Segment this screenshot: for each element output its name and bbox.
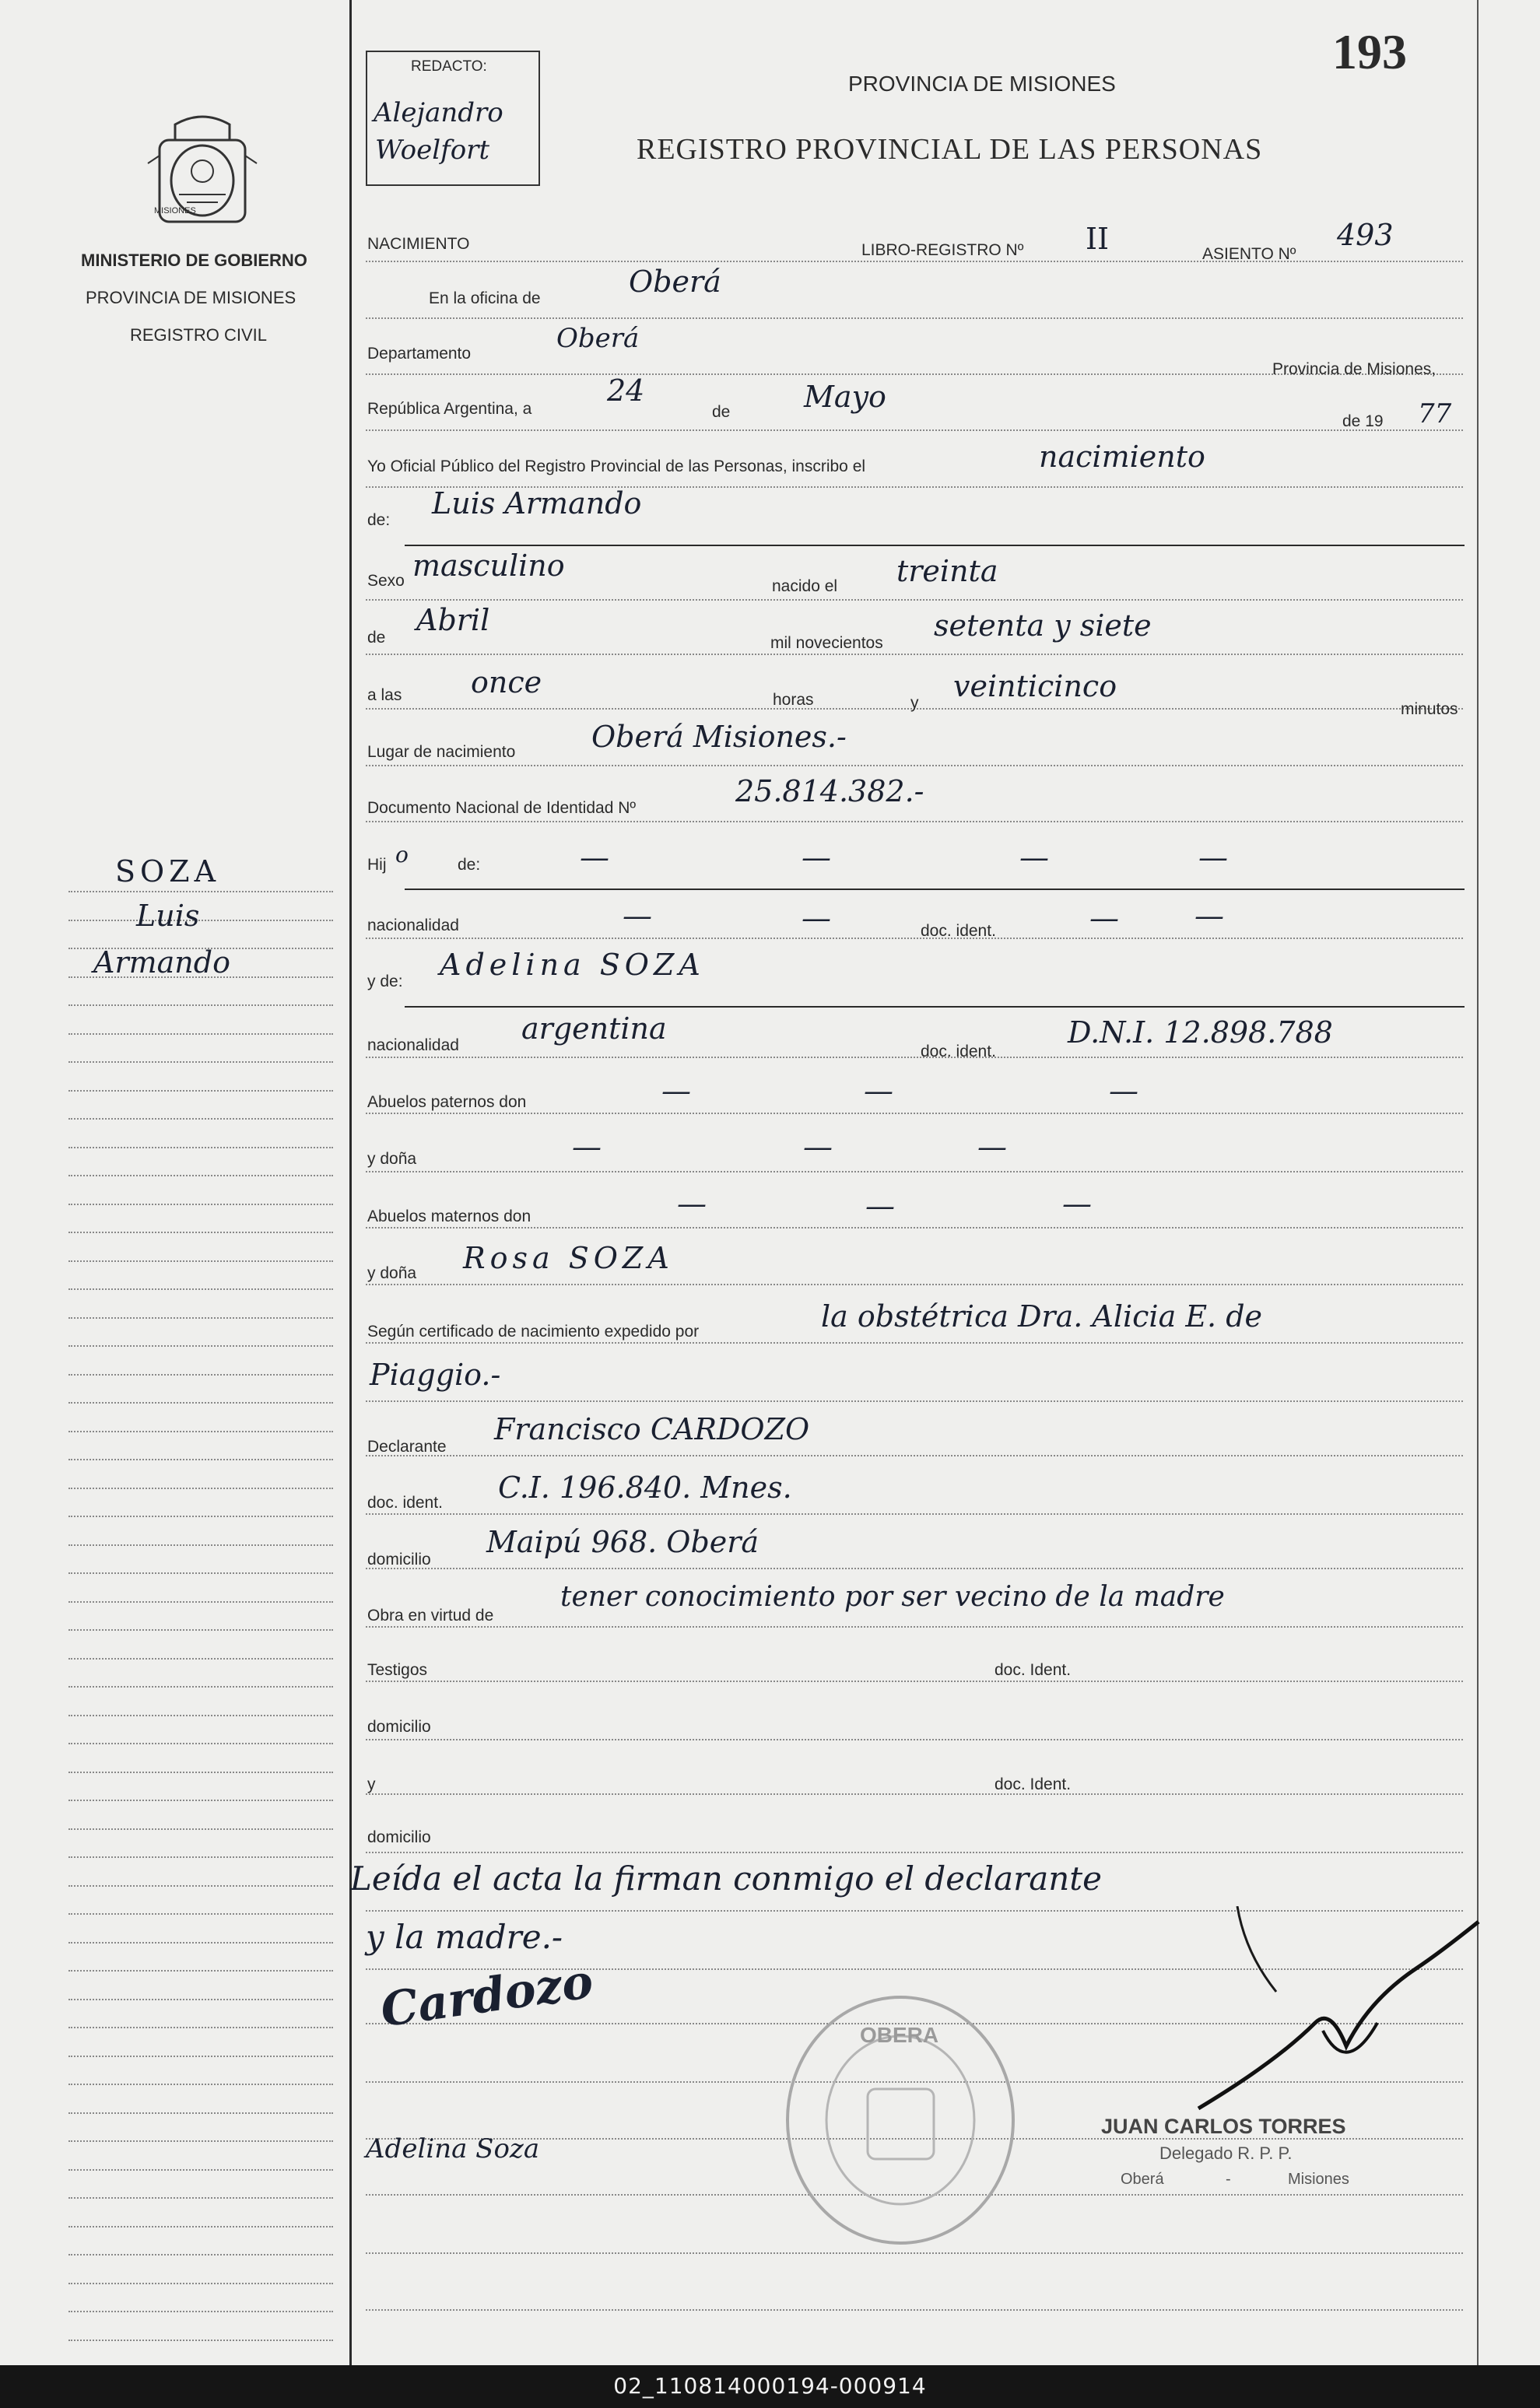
abuela-paterna-label: y doña	[367, 1150, 417, 1168]
ab-mat-dash-2: —	[865, 1189, 895, 1223]
form-dotted-line	[366, 1513, 1463, 1515]
sidebar-dotted-line	[68, 1772, 333, 1773]
ab-pat-dash-2: —	[864, 1074, 893, 1108]
form-dotted-line	[366, 654, 1463, 655]
form-dotted-line	[366, 1227, 1463, 1229]
sidebar-dotted-line	[68, 1999, 333, 2000]
redacto-value-2: Woelfort	[375, 135, 490, 166]
sidebar-dotted-line	[68, 1345, 333, 1347]
form-dotted-line	[366, 261, 1463, 262]
page-number: 193	[1332, 24, 1407, 79]
nacido-label: nacido el	[772, 577, 838, 595]
birth-month-value: Abril	[416, 603, 490, 637]
sidebar-dotted-line	[68, 1232, 333, 1233]
sidebar-dotted-line	[68, 1828, 333, 1830]
form-dotted-line	[366, 1681, 1463, 1682]
margin-surname: SOZA	[115, 854, 221, 889]
month-value: Mayo	[804, 380, 886, 414]
y-de-label: y de:	[367, 973, 403, 990]
hijo-suffix: o	[395, 842, 409, 868]
year-prefix: de 19	[1342, 412, 1384, 430]
sidebar-dotted-line	[68, 1885, 333, 1887]
form-dotted-line	[366, 1626, 1463, 1628]
sidebar-dotted-line	[68, 1004, 333, 1006]
abuela-materna-label: y doña	[367, 1264, 417, 1282]
de-name-label: de:	[367, 511, 391, 529]
sidebar-dotted-line	[68, 2140, 333, 2142]
scan-id: 02_110814000194-000914	[613, 2373, 927, 2399]
declarante-signature: Cardozo	[377, 1954, 597, 2038]
form-dotted-line	[366, 1739, 1463, 1740]
ab-mat-dash-1: —	[677, 1186, 707, 1221]
oficina-value: Oberá	[629, 265, 721, 299]
form-dotted-line	[366, 317, 1463, 319]
sidebar-dotted-line	[68, 1118, 333, 1120]
asiento-value: 493	[1337, 218, 1394, 252]
sexo-label: Sexo	[367, 572, 405, 590]
declarante-value: Francisco CARDOZO	[494, 1412, 810, 1446]
ab-mat-dash-3: —	[1062, 1186, 1092, 1221]
sidebar-dotted-line	[68, 2254, 333, 2256]
acto-value: nacimiento	[1039, 440, 1205, 474]
sidebar-dotted-line	[68, 2027, 333, 2028]
y-label: y	[910, 694, 919, 712]
padre-doc-dash-1: —	[1089, 901, 1119, 935]
alas-label: a las	[367, 686, 402, 704]
form-dotted-line	[366, 1113, 1463, 1114]
testigos-doc-label: doc. Ident.	[995, 1661, 1072, 1679]
form-dotted-line	[366, 1793, 1463, 1795]
yo-oficial-text: Yo Oficial Público del Registro Provincial de las Personas, inscribo el	[367, 457, 866, 475]
hijo-dash-1: —	[580, 840, 609, 875]
sidebar-dotted-line	[68, 1658, 333, 1660]
sidebar-dotted-line	[68, 1402, 333, 1404]
form-dotted-line	[366, 1400, 1463, 1402]
abuelos-maternos-label: Abuelos maternos don	[367, 1208, 531, 1225]
madre-signature: Adelina Soza	[366, 2133, 540, 2164]
stamp-place-sep: -	[1226, 2171, 1231, 2188]
crest-caption: MISIONES	[154, 206, 196, 216]
form-dotted-line	[366, 2252, 1463, 2254]
dni-label: Documento Nacional de Identidad Nº	[367, 799, 637, 817]
form-solid-rule	[405, 1006, 1465, 1008]
sidebar-dotted-line	[68, 1856, 333, 1858]
sidebar-dotted-line	[68, 891, 333, 892]
sidebar-dotted-line	[68, 2112, 333, 2114]
form-dotted-line	[366, 1852, 1463, 1853]
sidebar-dotted-line	[68, 2056, 333, 2057]
decl-doc-value: C.I. 196.840. Mnes.	[498, 1470, 792, 1505]
madre-nacionalidad-value: argentina	[521, 1011, 667, 1046]
stamp-name: JUAN CARLOS TORRES	[1101, 2115, 1346, 2138]
sidebar-dotted-line	[68, 1090, 333, 1092]
sidebar-dotted-line	[68, 1033, 333, 1035]
redacto-label: REDACTO:	[411, 58, 487, 75]
hijo-dash-3: —	[1019, 840, 1049, 875]
sidebar-dotted-line	[68, 1686, 333, 1688]
margin-name-1: Luis	[136, 899, 200, 933]
sidebar-dotted-line	[68, 1942, 333, 1944]
sidebar-dotted-line	[68, 1175, 333, 1176]
asiento-label: ASIENTO Nº	[1202, 245, 1296, 263]
margin-divider	[349, 0, 352, 2365]
stamp-role: Delegado R. P. P.	[1159, 2143, 1293, 2163]
day-value: 24	[607, 373, 645, 408]
form-dotted-line	[366, 1171, 1463, 1172]
sidebar-registry: REGISTRO CIVIL	[130, 325, 268, 345]
header-province: PROVINCIA DE MISIONES	[848, 72, 1116, 96]
seal-center-text: OBERA	[860, 2023, 939, 2047]
sidebar-dotted-line	[68, 1260, 333, 1262]
sidebar-dotted-line	[68, 1715, 333, 1716]
sidebar-dotted-line	[68, 1572, 333, 1574]
form-dotted-line	[366, 1568, 1463, 1569]
form-dotted-line	[366, 1284, 1463, 1285]
ab-pat-dona-dash-1: —	[572, 1130, 602, 1164]
minutos-label: minutos	[1401, 700, 1458, 718]
year-value: 77	[1418, 398, 1452, 429]
padre-nacionalidad-label: nacionalidad	[367, 917, 459, 934]
ab-pat-dash-3: —	[1109, 1074, 1138, 1108]
form-dotted-line	[366, 821, 1463, 822]
scan-footer	[0, 2365, 1540, 2408]
libro-label: LIBRO-REGISTRO Nº	[861, 241, 1024, 259]
hijo-dash-2: —	[802, 840, 831, 875]
sidebar-dotted-line	[68, 920, 333, 921]
departamento-label: Departamento	[367, 345, 472, 363]
redacto-value-1: Alejandro	[374, 97, 503, 128]
lugar-label: Lugar de nacimiento	[367, 743, 516, 761]
margin-name-2: Armando	[93, 945, 230, 980]
sidebar-dotted-line	[68, 2084, 333, 2085]
sidebar-dotted-line	[68, 1629, 333, 1631]
birth-year-value: setenta y siete	[934, 608, 1152, 643]
sidebar-dotted-line	[68, 1204, 333, 1205]
sidebar-dotted-line	[68, 1317, 333, 1319]
closing-line-1: Leída el acta la firman conmigo el declarante	[350, 1859, 1103, 1898]
obra-label: Obra en virtud de	[367, 1607, 494, 1625]
sidebar-dotted-line	[68, 1516, 333, 1517]
padre-nac-dash-2: —	[802, 901, 831, 935]
domicilio-label: domicilio	[367, 1551, 431, 1569]
testigos-label: Testigos	[367, 1661, 428, 1679]
segun-value-2: Piaggio.-	[370, 1358, 501, 1392]
stamp-place-2: Misiones	[1288, 2171, 1349, 2188]
sidebar-province: PROVINCIA DE MISIONES	[86, 288, 296, 307]
sidebar-dotted-line	[68, 1601, 333, 1603]
sidebar-dotted-line	[68, 1544, 333, 1546]
form-dotted-line	[366, 599, 1463, 601]
ab-pat-dona-dash-3: —	[977, 1130, 1007, 1164]
obra-value: tener conocimiento por ser vecino de la madre	[560, 1581, 1225, 1613]
abuela-materna-value: Rosa SOZA	[463, 1241, 674, 1275]
hour-value: once	[471, 665, 542, 699]
sidebar-dotted-line	[68, 2197, 333, 2199]
form-dotted-line	[366, 2309, 1463, 2311]
sidebar-dotted-line	[68, 1147, 333, 1148]
lugar-value: Oberá Misiones.-	[591, 720, 847, 754]
mil-label: mil novecientos	[770, 634, 883, 652]
decl-doc-label: doc. ident.	[367, 1494, 443, 1512]
padre-doc-dash-2: —	[1194, 899, 1224, 933]
hijo-dash-4: —	[1198, 840, 1228, 875]
provincia-suffix: Provincia de Misiones,	[1272, 360, 1437, 378]
de-label: de	[712, 403, 731, 421]
form-dotted-line	[366, 938, 1463, 939]
sidebar-dotted-line	[68, 1800, 333, 1801]
dni-value: 25.814.382.-	[735, 774, 924, 808]
form-solid-rule	[405, 889, 1465, 890]
domicilio-value: Maipú 968. Oberá	[486, 1525, 759, 1559]
redacto-box	[366, 51, 540, 186]
departamento-value: Oberá	[556, 323, 640, 354]
ab-pat-dona-dash-2: —	[803, 1130, 833, 1164]
hijo-label: Hij	[367, 856, 387, 874]
doc3-label: doc. Ident.	[995, 1775, 1072, 1793]
oficina-label: En la oficina de	[429, 289, 541, 307]
ministry-title: MINISTERIO DE GOBIERNO	[81, 251, 307, 270]
padre-doc-label: doc. ident.	[921, 922, 996, 940]
official-signature-icon	[1183, 1906, 1494, 2140]
nacido-value: treinta	[896, 554, 998, 588]
sidebar-dotted-line	[68, 2311, 333, 2312]
ab-pat-dash-1: —	[661, 1074, 691, 1108]
madre-nacionalidad-label: nacionalidad	[367, 1036, 459, 1054]
sidebar-dotted-line	[68, 1431, 333, 1432]
name-value: Luis Armando	[432, 486, 642, 521]
sidebar-dotted-line	[68, 2169, 333, 2171]
sidebar-dotted-line	[68, 1374, 333, 1376]
form-dotted-line	[366, 1455, 1463, 1456]
abuelos-paternos-label: Abuelos paternos don	[367, 1093, 527, 1111]
domicilio2-label: domicilio	[367, 1718, 431, 1736]
form-dotted-line	[366, 429, 1463, 431]
sidebar-dotted-line	[68, 1743, 333, 1744]
sidebar-dotted-line	[68, 1913, 333, 1915]
page-title: REGISTRO PROVINCIAL DE LAS PERSONAS	[637, 133, 1263, 166]
padre-nac-dash-1: —	[623, 899, 652, 933]
sexo-value: masculino	[412, 549, 565, 583]
form-dotted-line	[366, 1342, 1463, 1344]
madre-doc-value: D.N.I. 12.898.788	[1068, 1015, 1333, 1050]
sidebar-dotted-line	[68, 2226, 333, 2227]
sidebar-dotted-line	[68, 1061, 333, 1063]
form-dotted-line	[366, 765, 1463, 766]
hijo-de-label: de:	[458, 856, 481, 874]
sidebar-dotted-line	[68, 1459, 333, 1460]
form-dotted-line	[366, 1057, 1463, 1058]
segun-label: Según certificado de nacimiento expedido por	[367, 1323, 700, 1341]
sidebar-dotted-line	[68, 2340, 333, 2341]
domicilio3-label: domicilio	[367, 1828, 431, 1846]
sidebar-dotted-line	[68, 1970, 333, 1972]
form-solid-rule	[405, 545, 1465, 546]
y2-label: y	[367, 1775, 376, 1793]
declarante-label: Declarante	[367, 1438, 447, 1456]
segun-value-1: la obstétrica Dra. Alicia E. de	[821, 1299, 1263, 1334]
nacimiento-label: NACIMIENTO	[367, 235, 470, 253]
sidebar-dotted-line	[68, 1488, 333, 1489]
madre-doc-label: doc. ident.	[921, 1043, 996, 1060]
sidebar-dotted-line	[68, 1288, 333, 1290]
closing-line-2: y la madre.-	[366, 1918, 563, 1956]
de-month-label: de	[367, 629, 386, 647]
madre-value: Adelina SOZA	[440, 948, 705, 982]
hora-label: horas	[773, 691, 814, 709]
stamp-place-1: Oberá	[1121, 2171, 1164, 2188]
sidebar-dotted-line	[68, 2283, 333, 2284]
republica-label: República Argentina, a	[367, 400, 532, 418]
libro-value: II	[1086, 222, 1110, 256]
minutes-value: veinticinco	[953, 669, 1117, 703]
